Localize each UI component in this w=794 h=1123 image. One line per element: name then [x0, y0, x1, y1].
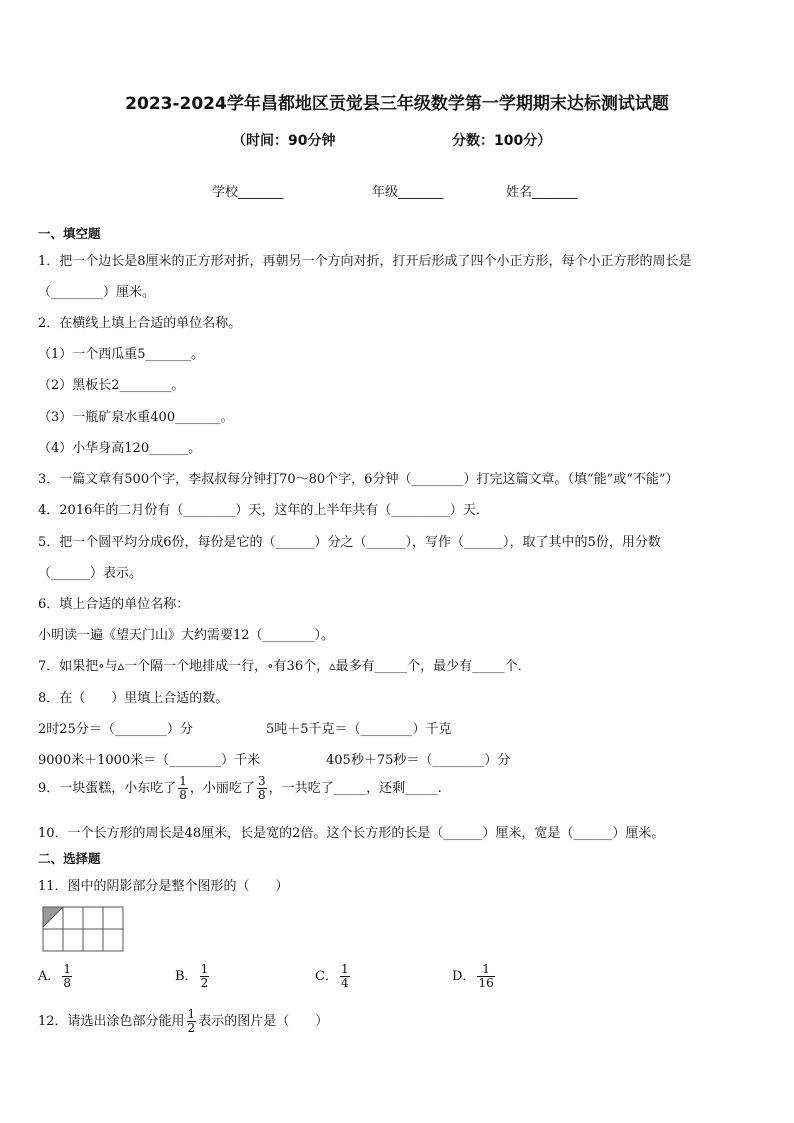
q10: 10．一个长方形的周长是48厘米，长是宽的2倍。这个长方形的长是（______）厘米，宽是（______）厘米。 — [38, 826, 665, 841]
exam-time: （时间：90分钟 — [232, 133, 336, 149]
q9-fraction-2 — [257, 775, 267, 802]
school-field: 学校_______ — [212, 185, 284, 200]
option-label: B． — [175, 969, 198, 984]
q3: 3．一篇文章有500个字，李叔叔每分钟打70～80个字，6分钟（________）打完这篇文章。（填“能”或“不能”） — [38, 472, 679, 487]
section-choice-heading: 二、选择题 — [38, 851, 101, 866]
q11-option-b[interactable] — [175, 963, 211, 990]
option-fraction — [200, 963, 210, 990]
q7: 7．如果把∘与▵一个隔一个地排成一行，∘有36个，▵最多有_____个，最少有_____个． — [38, 659, 531, 674]
q11-option-a[interactable] — [38, 963, 74, 990]
q9 — [38, 775, 442, 802]
q8-d: 405秒＋75秒＝（________）分 — [326, 753, 511, 768]
q11-option-c[interactable] — [315, 963, 352, 990]
fraction-numerator: 1 — [63, 962, 72, 976]
fraction-denominator: 8 — [257, 788, 266, 802]
option-fraction — [340, 963, 350, 990]
q12-part2: 表示的图片是（ ） — [198, 1014, 329, 1029]
q8-stem: 8．在（ ）里填上合适的数。 — [38, 691, 229, 706]
q9-part3: ，一共吃了_____，还剩_____. — [268, 781, 442, 796]
q5-line2: （______）表示。 — [38, 566, 143, 581]
fraction-numerator: 1 — [477, 963, 494, 977]
q8-c: 9000米＋1000米＝（________）千米 — [38, 753, 261, 768]
q11-grid-figure — [42, 906, 126, 954]
fraction-denominator: 8 — [63, 976, 72, 990]
q2-stem: 2．在横线上填上合适的单位名称。 — [38, 316, 242, 331]
option-label: C． — [315, 969, 338, 984]
q2-a: （1）一个西瓜重5_______。 — [38, 347, 205, 362]
q6-line: 小明读一遍《望天门山》大约需要12（________）。 — [38, 628, 335, 643]
fraction-denominator: 2 — [187, 1021, 196, 1035]
q2-b: （2）黑板长2________。 — [38, 378, 185, 393]
q6-stem: 6．填上合适的单位名称： — [38, 597, 190, 612]
fraction-denominator: 4 — [340, 976, 349, 990]
q11-stem: 11．图中的阴影部分是整个图形的（ ） — [38, 879, 289, 894]
q1-line1: 1．把一个边长是8厘米的正方形对折，再朝另一个方向对折，打开后形成了四个小正方形，每个小正方形的周长是 — [38, 254, 692, 269]
fraction-numerator: 1 — [200, 962, 209, 976]
fraction-numerator: 3 — [257, 774, 266, 788]
option-label: D． — [452, 969, 476, 984]
option-label: A． — [38, 969, 61, 984]
q8-a: 2时25分＝（________）分 — [38, 722, 193, 737]
fraction-numerator: 1 — [187, 1007, 196, 1021]
fraction-numerator: 1 — [340, 962, 349, 976]
q5-line1: 5．把一个圆平均分成6份，每份是它的（______）分之（______），写作（______），取了其中的5份，用分数 — [38, 535, 661, 550]
q1-line2: （________）厘米。 — [38, 285, 156, 300]
page-title: 2023-2024学年昌都地区贡觉县三年级数学第一学期期末达标测试试题 — [125, 94, 669, 114]
q11-option-d[interactable] — [452, 963, 497, 990]
fraction-denominator: 2 — [200, 976, 209, 990]
q8-b: 5吨＋5千克＝（________）千克 — [266, 722, 452, 737]
q9-fraction-1 — [178, 775, 188, 802]
q9-part2: ，小丽吃了 — [189, 781, 255, 796]
option-fraction — [62, 963, 72, 990]
q12 — [38, 1008, 328, 1035]
fraction-numerator: 1 — [179, 774, 187, 788]
q12-part1: 12．请选出涂色部分能用 — [38, 1014, 185, 1029]
q2-d: （4）小华身高120______。 — [38, 441, 202, 456]
exam-score: 分数：100分） — [452, 133, 552, 149]
q2-c: （3）一瓶矿泉水重400_______。 — [38, 410, 234, 425]
section-fill-heading: 一、填空题 — [38, 226, 101, 241]
fraction-denominator: 16 — [478, 976, 494, 990]
option-fraction — [477, 963, 494, 990]
grade-field: 年级_______ — [372, 185, 444, 200]
q4: 4．2016年的二月份有（________）天，这年的上半年共有（_________）天． — [38, 503, 489, 518]
fraction-denominator: 8 — [179, 788, 187, 802]
name-field: 姓名_______ — [506, 185, 578, 200]
q12-fraction — [187, 1008, 197, 1035]
q9-part1: 9．一块蛋糕，小东吃了 — [38, 781, 177, 796]
